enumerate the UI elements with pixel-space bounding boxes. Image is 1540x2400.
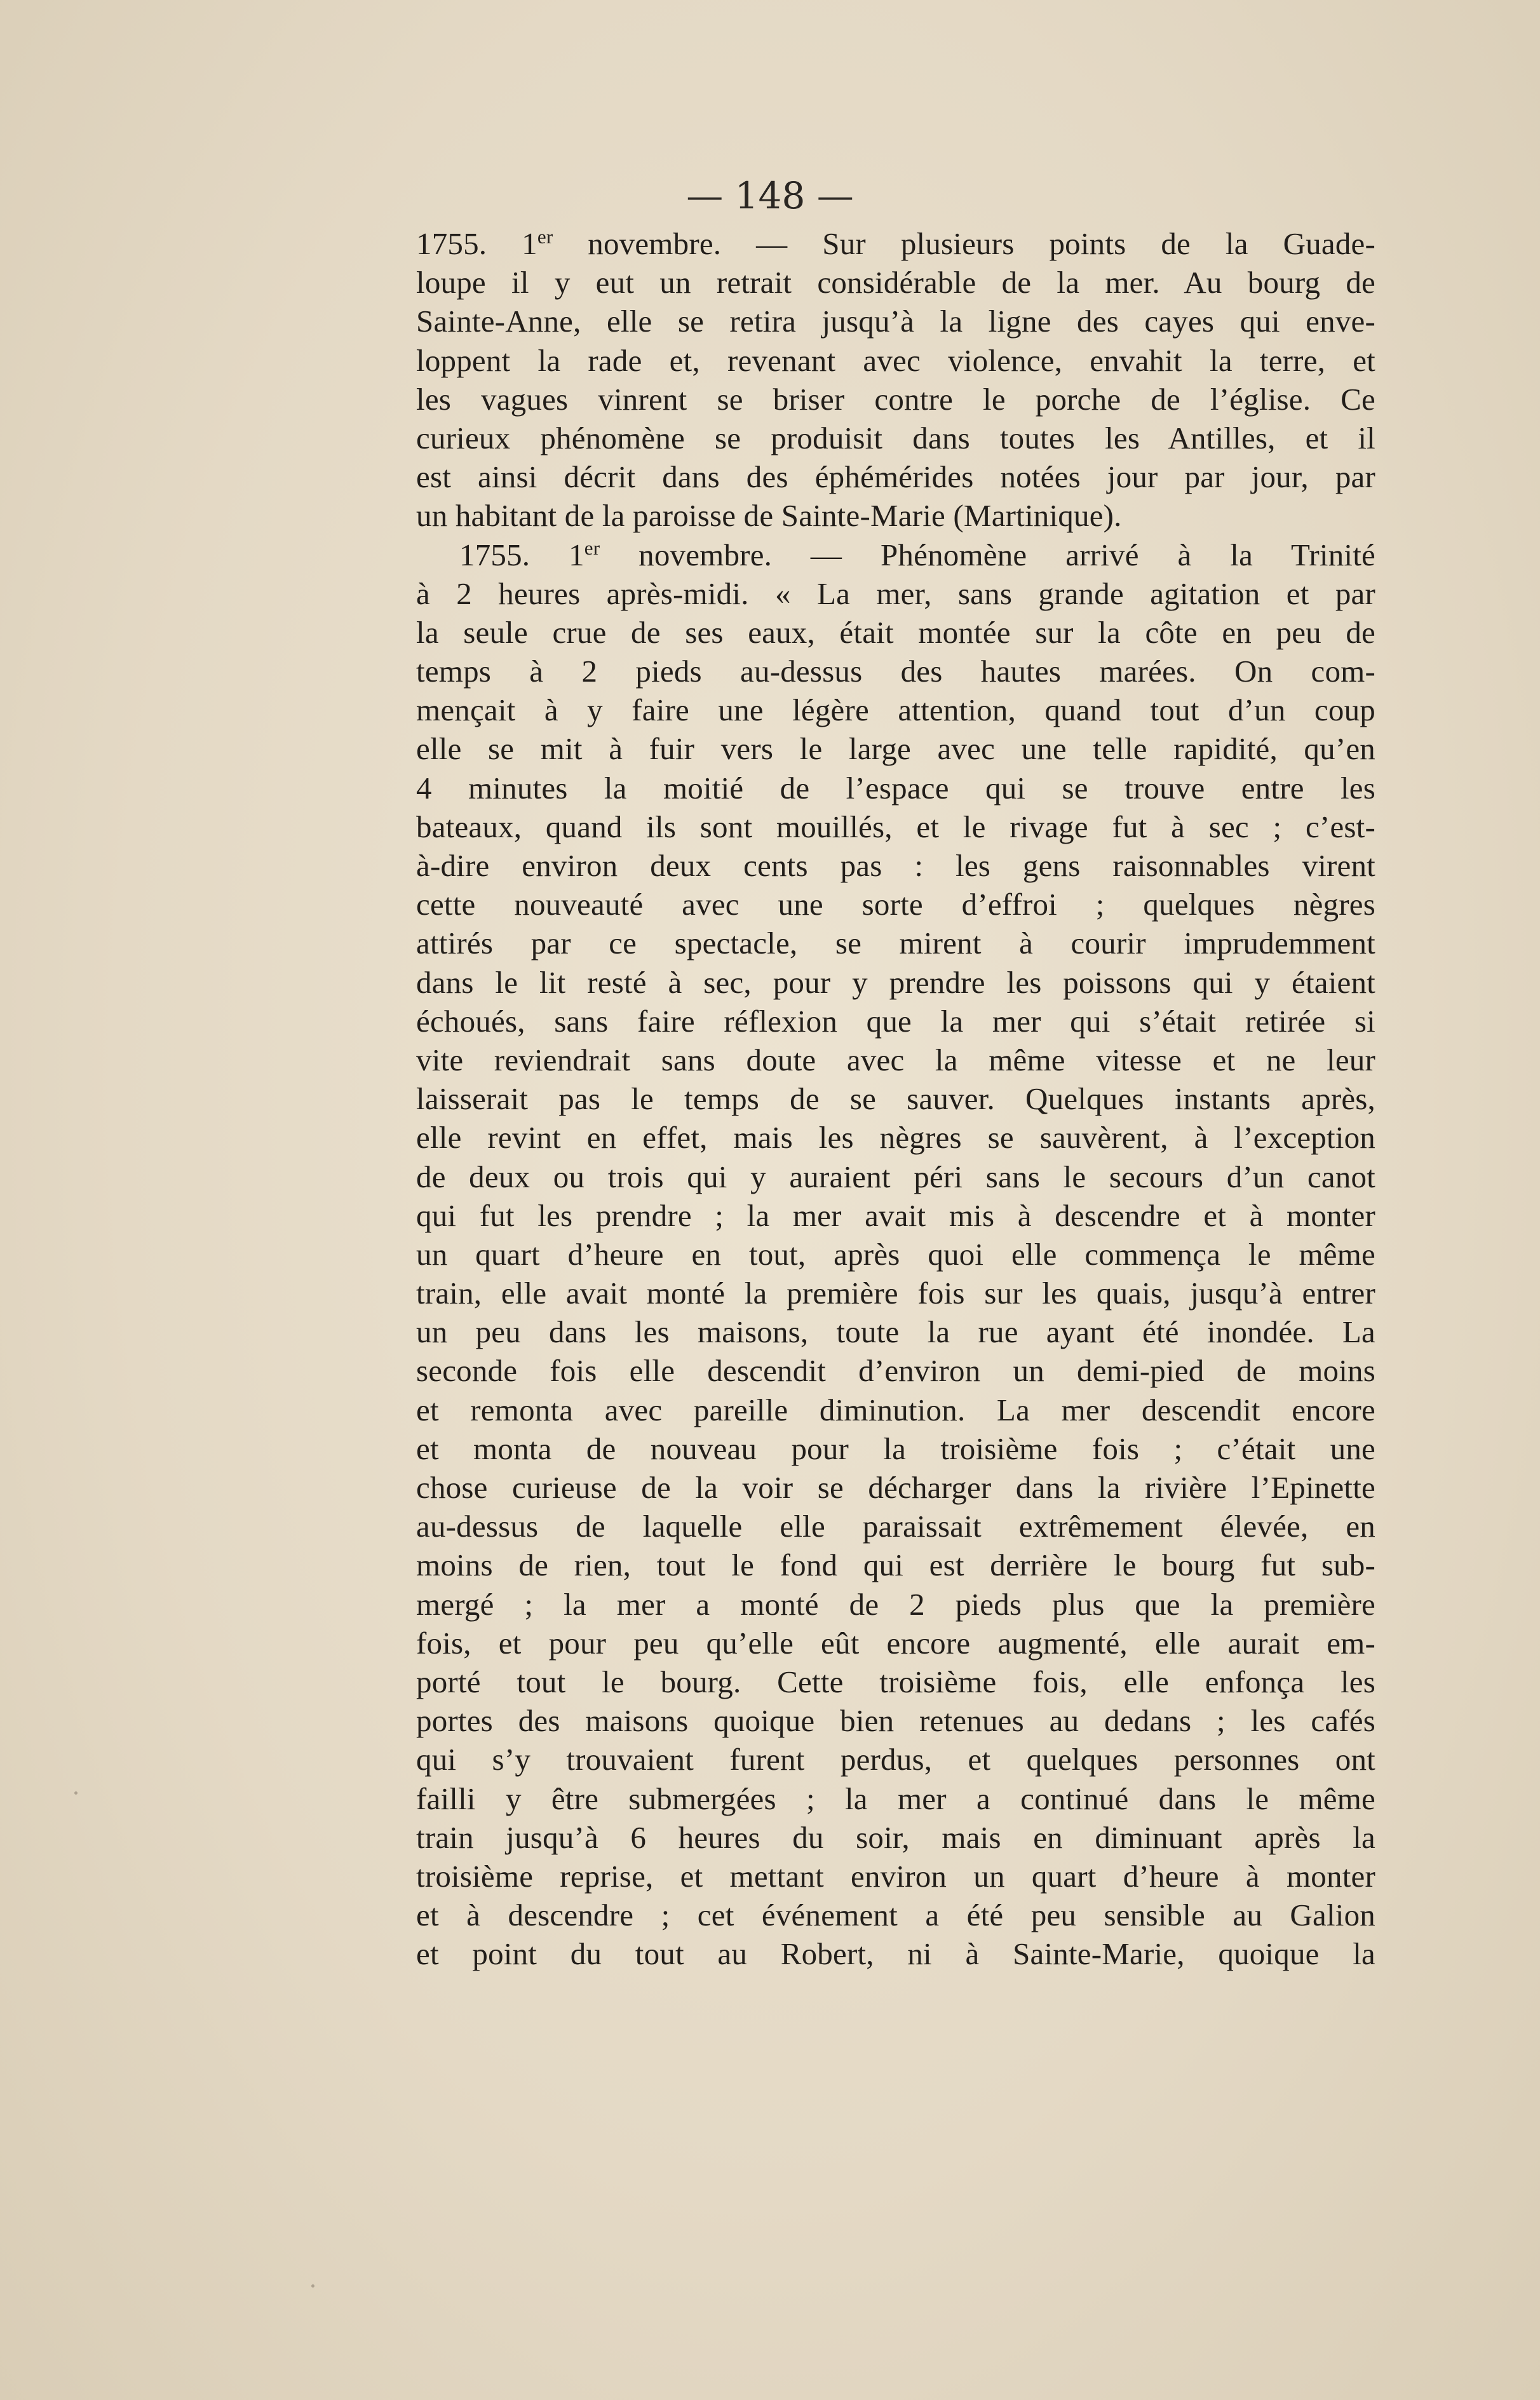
page-number: — 148 — bbox=[686, 174, 854, 217]
text-line: au-dessus de laquelle elle paraissait extrêmement élevée, en bbox=[416, 1509, 1375, 1544]
paper-speck bbox=[311, 2284, 314, 2288]
text-line: seconde fois elle descendit d’environ un demi-pied de moins bbox=[416, 1353, 1375, 1389]
text-line: de deux ou trois qui y auraient péri sans le secours d’un canot bbox=[416, 1159, 1375, 1194]
text-line: à-dire environ deux cents pas : les gens raisonnables virent bbox=[416, 848, 1375, 883]
text-line: curieux phénomène se produisit dans toutes les Antilles, et il bbox=[416, 420, 1375, 455]
text-line: mençait à y faire une légère attention, quand tout d’un coup bbox=[416, 692, 1375, 728]
text-line: à 2 heures après-midi. « La mer, sans grande agitation et par bbox=[416, 576, 1375, 611]
text-line: un peu dans les maisons, toute la rue ayant été inondée. La bbox=[416, 1314, 1375, 1350]
text-line: échoués, sans faire réflexion que la mer qui s’était retirée si bbox=[416, 1003, 1375, 1039]
text-line: attirés par ce spectacle, se mirent à courir imprudemment bbox=[416, 926, 1375, 961]
text-line: et remonta avec pareille diminution. La mer descendit encore bbox=[416, 1392, 1375, 1427]
text-line: et à descendre ; cet événement a été peu sensible au Galion bbox=[416, 1898, 1375, 1933]
text-line: un quart d’heure en tout, après quoi elle commença le même bbox=[416, 1236, 1375, 1272]
text-line: 1755. 1er novembre. — Phénomène arrivé à la Trinité bbox=[459, 536, 1376, 572]
text-line: et point du tout au Robert, ni à Sainte-Marie, quoique la bbox=[416, 1936, 1375, 1972]
text-line: moins de rien, tout le fond qui est derrière le bourg fut sub- bbox=[416, 1547, 1375, 1583]
text-line: la seule crue de ses eaux, était montée sur la côte en peu de bbox=[416, 614, 1375, 650]
text-line: mergé ; la mer a monté de 2 pieds plus que la première bbox=[416, 1586, 1375, 1622]
text-line: qui fut les prendre ; la mer avait mis à descendre et à monter bbox=[416, 1197, 1375, 1233]
text-line: 1755. 1er novembre. — Sur plusieurs points de la Guade- bbox=[416, 226, 1375, 261]
text-line: et monta de nouveau pour la troisième fois ; c’était une bbox=[416, 1431, 1375, 1466]
text-line: les vagues vinrent se briser contre le porche de l’église. Ce bbox=[416, 381, 1375, 417]
text-line: qui s’y trouvaient furent perdus, et quelques personnes ont bbox=[416, 1742, 1375, 1777]
text-line: elle revint en effet, mais les nègres se sauvèrent, à l’exception bbox=[416, 1120, 1375, 1156]
text-line: failli y être submergées ; la mer a continué dans le même bbox=[416, 1781, 1375, 1816]
text-line: chose curieuse de la voir se décharger dans la rivière l’Epinette bbox=[416, 1470, 1375, 1505]
text-line: bateaux, quand ils sont mouillés, et le rivage fut à sec ; c’est- bbox=[416, 809, 1375, 844]
text-line: loppent la rade et, revenant avec violence, envahit la terre, et bbox=[416, 342, 1375, 378]
text-line: un habitant de la paroisse de Sainte-Marie (Martinique). bbox=[416, 498, 1122, 534]
text-line: train jusqu’à 6 heures du soir, mais en diminuant après la bbox=[416, 1819, 1375, 1855]
text-line: elle se mit à fuir vers le large avec une telle rapidité, qu’en bbox=[416, 731, 1375, 767]
text-line: est ainsi décrit dans des éphémérides notées jour par jour, par bbox=[416, 459, 1375, 495]
paper-speck bbox=[74, 1791, 78, 1795]
text-line: troisième reprise, et mettant environ un quart d’heure à monter bbox=[416, 1858, 1375, 1894]
text-line: loupe il y eut un retrait considérable de la mer. Au bourg de bbox=[416, 265, 1375, 300]
body-text bbox=[416, 224, 1375, 1973]
text-line: cette nouveauté avec une sorte d’effroi ; quelques nègres bbox=[416, 887, 1375, 922]
text-line: vite reviendrait sans doute avec la même vitesse et ne leur bbox=[416, 1042, 1375, 1077]
text-line: dans le lit resté à sec, pour y prendre les poissons qui y étaient bbox=[416, 964, 1375, 1000]
text-line: 4 minutes la moitié de l’espace qui se trouve entre les bbox=[416, 770, 1375, 806]
text-line: portes des maisons quoique bien retenues au dedans ; les cafés bbox=[416, 1703, 1375, 1739]
text-line: fois, et pour peu qu’elle eût encore augmenté, elle aurait em- bbox=[416, 1625, 1375, 1661]
text-line: porté tout le bourg. Cette troisième fois, elle enfonça les bbox=[416, 1664, 1375, 1699]
text-line: Sainte-Anne, elle se retira jusqu’à la ligne des cayes qui enve- bbox=[416, 304, 1375, 339]
text-line: train, elle avait monté la première fois sur les quais, jusqu’à entrer bbox=[416, 1276, 1375, 1311]
text-line: temps à 2 pieds au-dessus des hautes marées. On com- bbox=[416, 654, 1375, 689]
text-line: laisserait pas le temps de se sauver. Quelques instants après, bbox=[416, 1081, 1375, 1117]
